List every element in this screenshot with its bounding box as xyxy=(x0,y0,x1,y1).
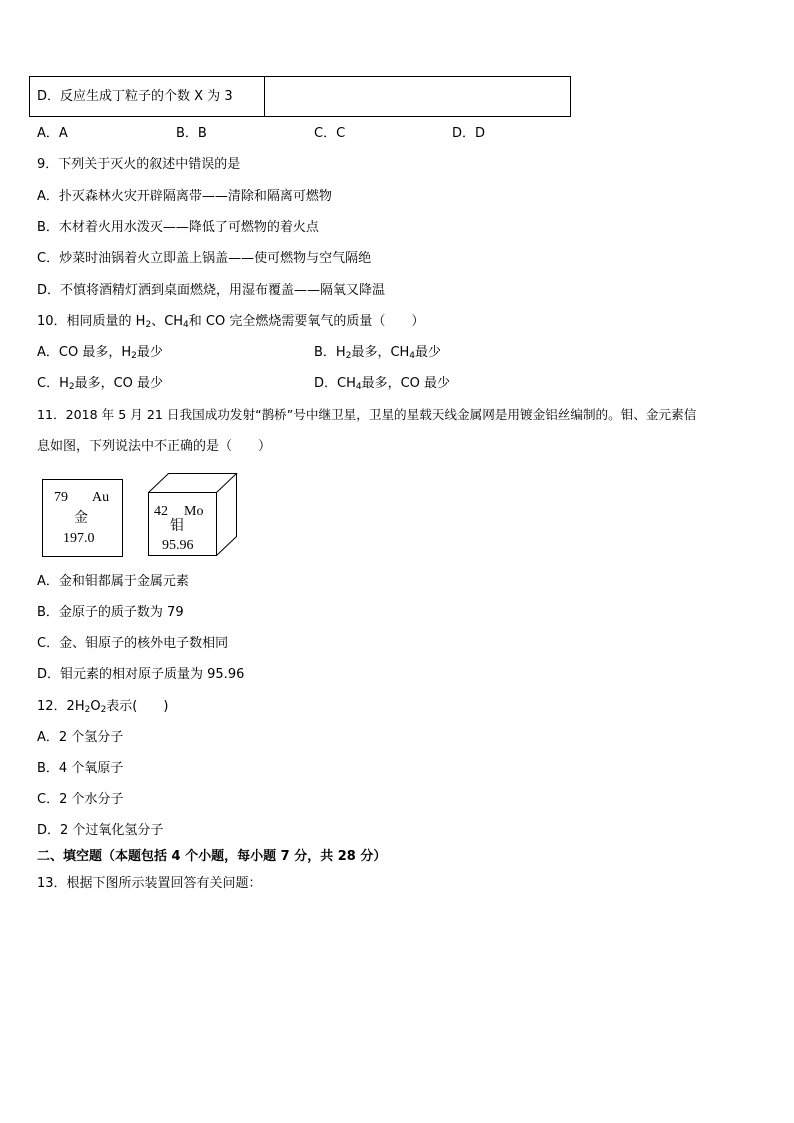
mo-name: 钼 xyxy=(170,518,184,534)
q10-stem: 10．相同质量的 $H_2$、$CH_4$和 CO 完全燃烧需要氧气的质量（ ） xyxy=(37,314,425,330)
q11-option-a: A．金和钼都属于金属元素 xyxy=(37,574,189,589)
q8-answer-d: D．D xyxy=(452,126,486,141)
q11-option-b: B．金原子的质子数为 79 xyxy=(37,605,184,620)
q8-option-table xyxy=(29,76,571,117)
q8-option-d: D．反应生成丁粒子的个数 X 为 3 xyxy=(37,89,233,104)
q12-option-c: C．2 个水分子 xyxy=(37,792,124,807)
mo-atomic-mass: 95.96 xyxy=(162,538,194,553)
q10-option-a: A．CO 最多，$H_2$最少 xyxy=(37,345,163,361)
q11-option-c: C．金、钼原子的核外电子数相同 xyxy=(37,636,229,651)
q8-answer-a: A．A xyxy=(37,126,68,141)
au-atomic-mass: 197.0 xyxy=(63,531,95,546)
q12-option-d: D．2 个过氧化氢分子 xyxy=(37,823,164,838)
q9-option-a: A．扑灭森林火灾开辟隔离带——清除和隔离可燃物 xyxy=(37,189,332,204)
q9-option-c: C．炒菜时油锅着火立即盖上锅盖——使可燃物与空气隔绝 xyxy=(37,251,372,266)
section-2-heading: 二、填空题（本题包括 4 个小题，每小题 7 分，共 28 分） xyxy=(37,849,387,864)
q11-stem-line1: 11．2018 年 5 月 21 日我国成功发射“鹊桥”号中继卫星，卫星的星载天线金属网是用镀金铝丝编制的。钼、金元素信 xyxy=(37,407,697,422)
q11-stem-line2: 息如图，下列说法中不正确的是（ ） xyxy=(37,439,272,454)
au-symbol: Au xyxy=(92,490,110,505)
mo-symbol: Mo xyxy=(184,504,204,519)
q9-option-b: B．木材着火用水泼灭——降低了可燃物的着火点 xyxy=(37,220,319,235)
q10-option-c: C．$H_2$最多，CO 最少 xyxy=(37,376,164,392)
q13-stem: 13．根据下图所示装置回答有关问题： xyxy=(37,876,262,891)
q11-option-d: D．钼元素的相对原子质量为 95.96 xyxy=(37,667,245,682)
q12-option-a: A．2 个氢分子 xyxy=(37,730,124,745)
element-cards-figure xyxy=(38,470,248,562)
q10-option-b: B．$H_2$最多，$CH_4$最少 xyxy=(314,345,442,361)
q9-option-d: D．不慎将酒精灯洒到桌面燃烧，用湿布覆盖——隔氧又降温 xyxy=(37,283,386,298)
q12-stem: 12．$2H_2O_2$表示( ) xyxy=(37,699,169,715)
table-divider xyxy=(264,77,265,116)
mo-atomic-number: 42 xyxy=(154,504,168,519)
q12-option-b: B．4 个氧原子 xyxy=(37,761,124,776)
q9-stem: 9．下列关于灭火的叙述中错误的是 xyxy=(37,157,241,172)
au-name: 金 xyxy=(74,510,88,526)
q8-answer-c: C．C xyxy=(314,126,346,141)
q10-option-d: D．$CH_4$最多，CO 最少 xyxy=(314,376,451,392)
au-atomic-number: 79 xyxy=(54,490,68,505)
q8-answer-b: B．B xyxy=(176,126,207,141)
